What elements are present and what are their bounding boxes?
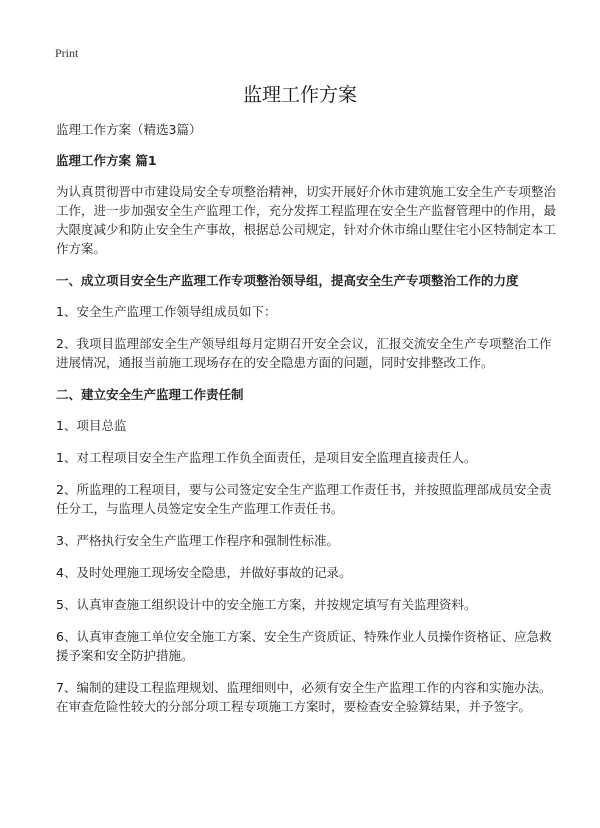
list-item: 1、项目总监 — [56, 418, 127, 433]
document-title: 监理工作方案 — [242, 84, 357, 106]
heading-1: 一、成立项目安全生产监理工作专项整治领导组，提高安全生产专项整治工作的力度 — [56, 273, 519, 288]
list-item: 6、认真审查施工单位安全施工方案、安全生产资质证、特殊作业人员操作资格证、应急救援予案和安全防护措施。 — [56, 629, 552, 663]
heading-2: 二、建立安全生产监理工作责任制 — [56, 387, 244, 402]
list-item: 1、对工程项目安全生产监理工作负全面责任，是项目安全监理直接责任人。 — [56, 450, 477, 465]
list-item: 3、严格执行安全生产监理工作程序和强制性标准。 — [56, 533, 339, 548]
list-item: 7、编制的建设工程监理规划、监理细则中，必须有安全生产监理工作的内容和实施办法。在审查危险性较大的分部分项工程专项施工方案时，要检查安全验算结果，并予签字。 — [56, 680, 552, 714]
section-title: 监理工作方案 篇1 — [56, 153, 157, 168]
document-subtitle: 监理工作方案（精选3篇） — [56, 122, 202, 137]
list-item: 5、认真审查施工组织设计中的安全施工方案，并按规定填写有关监理资料。 — [56, 597, 477, 612]
list-item: 2、所监理的工程项目，要与公司签定安全生产监理工作责任书，并按照监理部成员安全责任分工，与监理人员签定安全生产监理工作责任书。 — [56, 482, 552, 516]
print-link[interactable]: Print — [55, 46, 79, 60]
list-item: 1、安全生产监理工作领导组成员如下： — [56, 304, 277, 319]
list-item: 4、及时处理施工现场安全隐患，并做好事故的记录。 — [56, 565, 352, 580]
intro-paragraph: 为认真贯彻晋中市建设局安全专项整治精神，切实开展好介休市建筑施工安全生产专项整治工作，进一步加强安全生产监理工作，充分发挥工程监理在安全生产监督管理中的作用，最大限度减少和防止安全生产事故，根据总公司规定，针对介休市绵山墅住宅小区特制定本工作方案。 — [56, 184, 557, 256]
document-body — [56, 120, 556, 729]
list-item: 2、我项目监理部安全生产领导组每月定期召开安全会议，汇报交流安全生产专项整治工作进展情况，通报当前施工现场存在的安全隐患方面的问题，同时安排整改工作。 — [56, 336, 552, 370]
